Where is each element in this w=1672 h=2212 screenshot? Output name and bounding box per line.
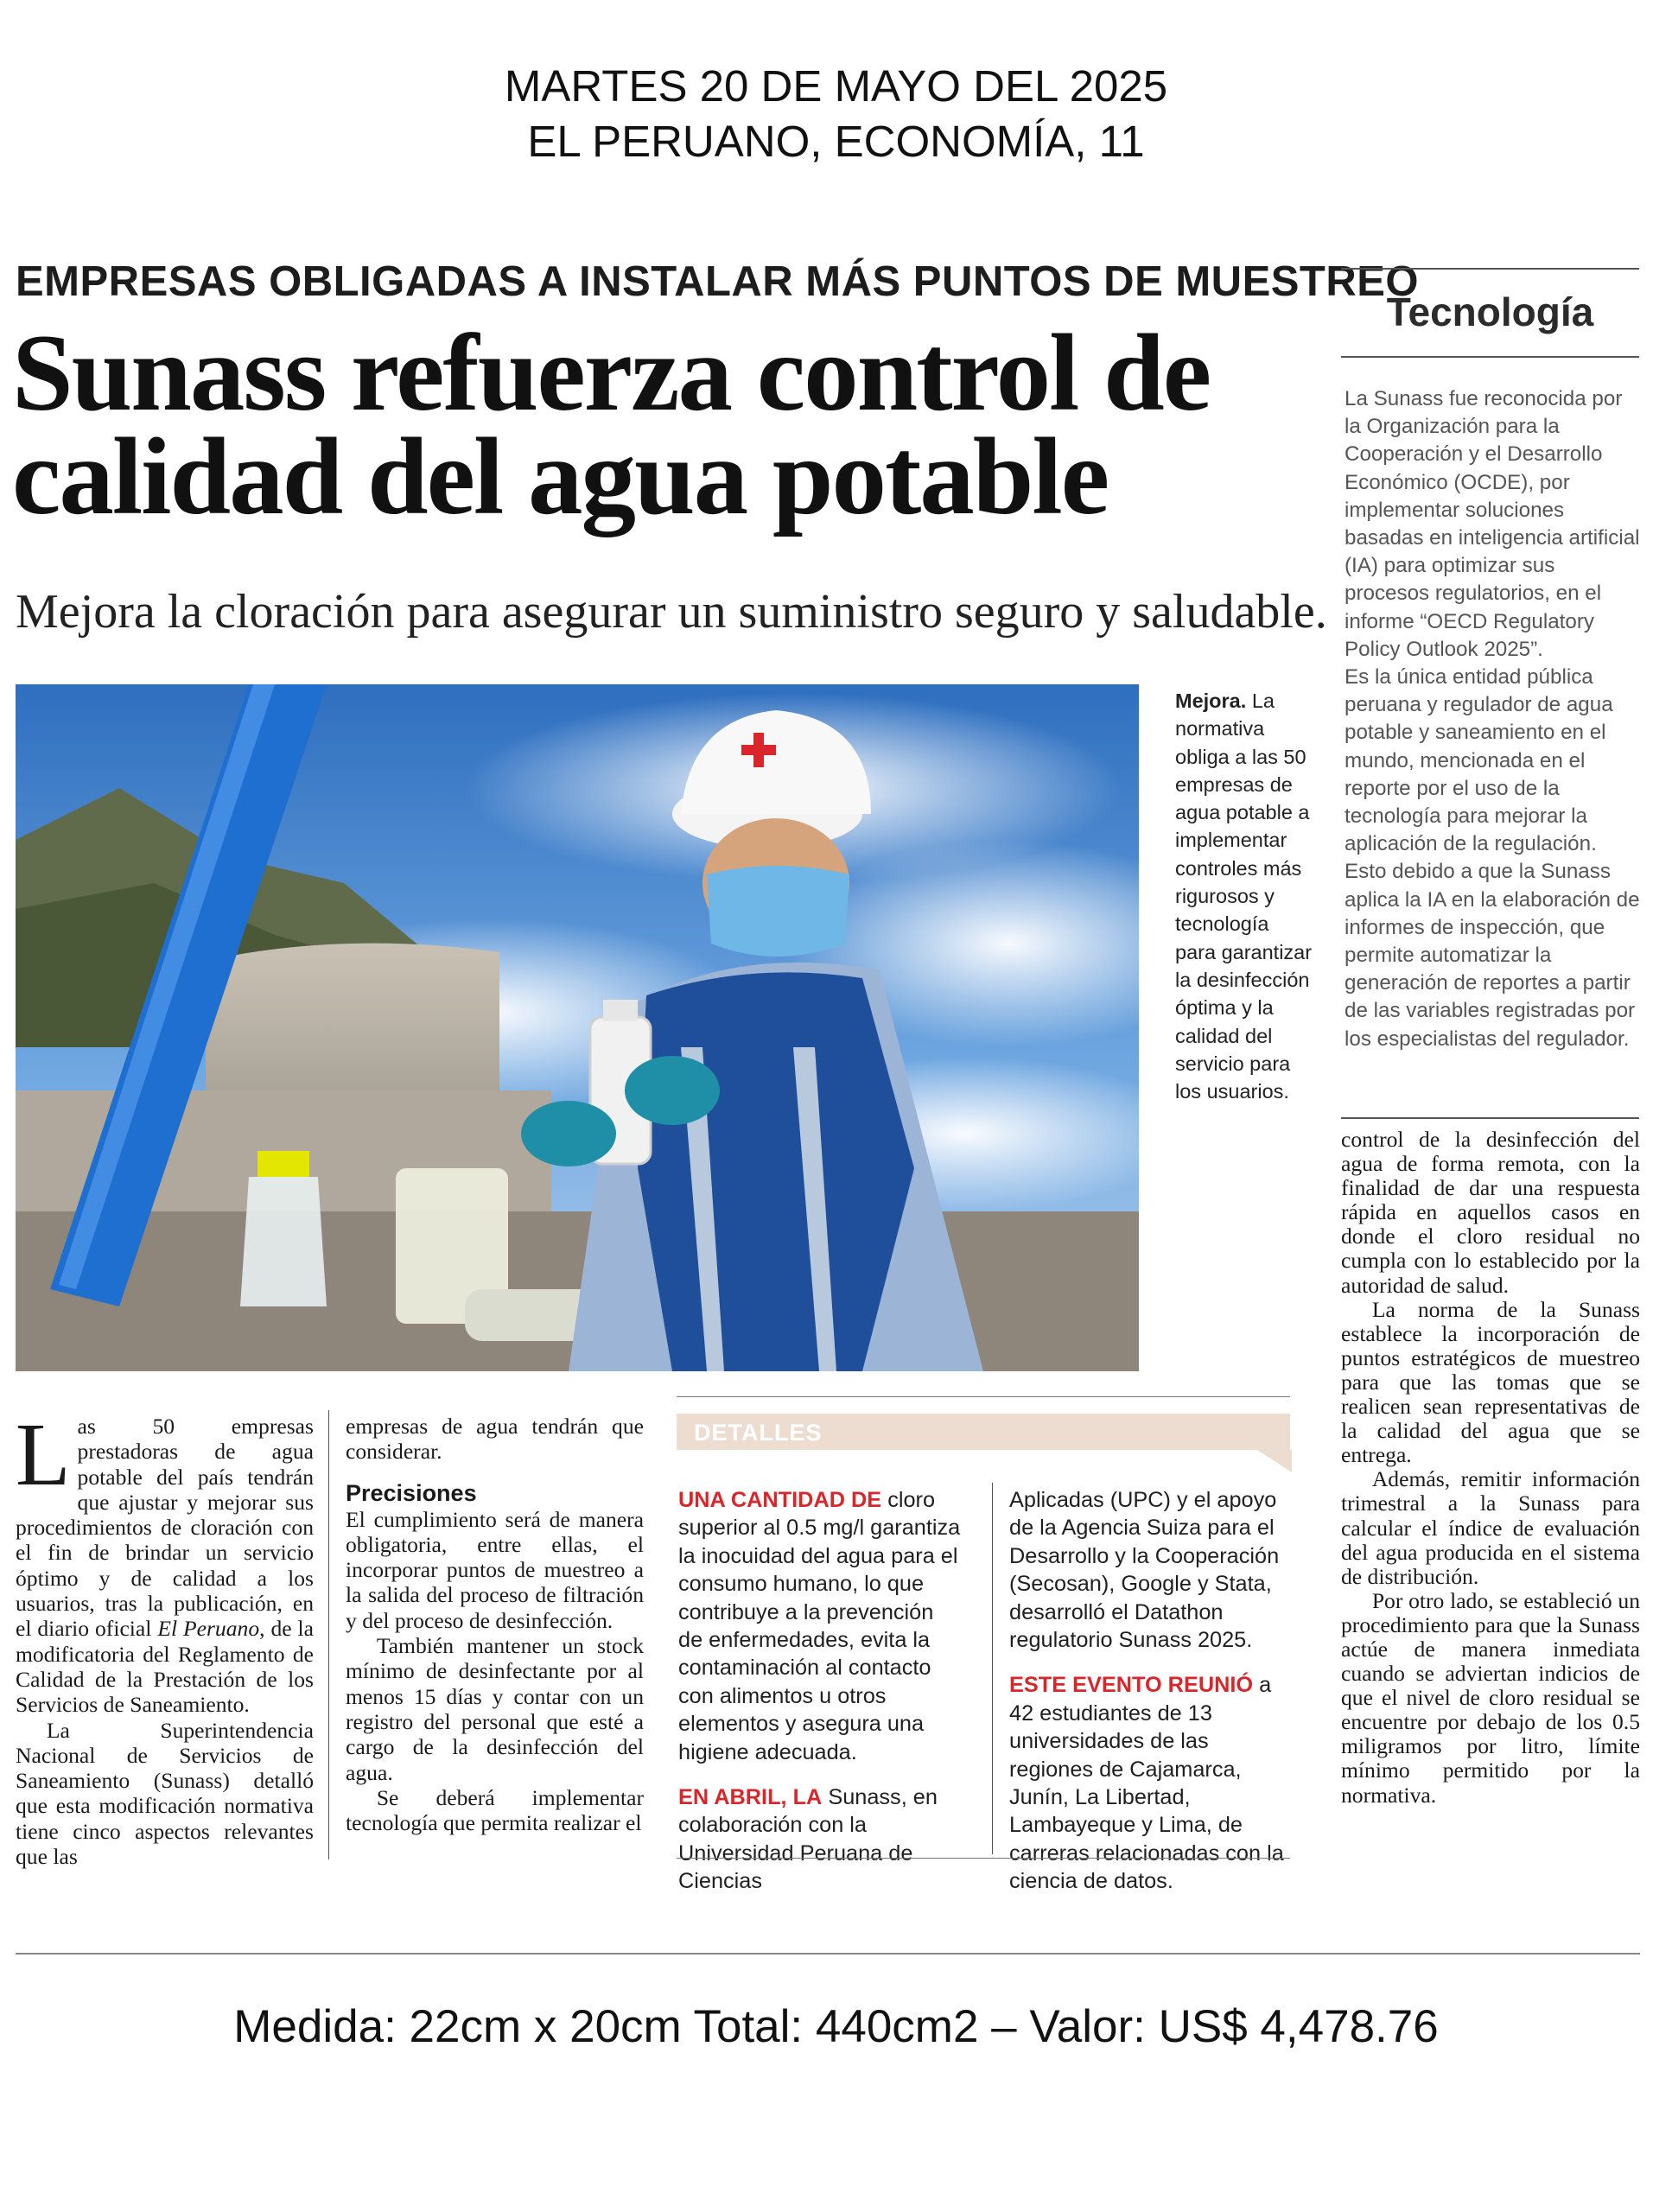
col1-text-b: , de la modificatoria del Reglamento de Calidad de la Prestación de los Servicios de Saneamiento. xyxy=(16,1616,314,1718)
worker-lab-photo xyxy=(16,684,1139,1371)
sidebar-body xyxy=(1345,385,1643,1053)
photo-caption xyxy=(1175,687,1313,1105)
caption-lead: Mejora. xyxy=(1175,690,1247,712)
details-pointer-icon xyxy=(1257,1450,1292,1472)
article-column-1 xyxy=(16,1405,314,1870)
section-line: EL PERUANO, ECONOMÍA, 11 xyxy=(527,117,1145,166)
caption-text: La normativa obliga a las 50 empresas de agua potable a implementar controles más rigurosos y tecnología para garantizar la desinfección óptima y la calidad del servicio para los usuarios. xyxy=(1175,690,1313,1103)
col5-paragraph-4: Por otro lado, se estableció un procedimiento para que la Sunass actúe de manera inmediata cuando se adviertan indicios de que el nivel de cloro residual se encuentre por debajo de los 0.5 miligramos por litro, límite mínimo permitido por la normativa. xyxy=(1341,1587,1640,1808)
details-item-1-text: cloro superior al 0.5 mg/l garantiza la inocuidad del agua para el consumo humano, lo que contribuye a la prevención de enfermedades, evita la contaminación al contacto con alimentos u otros elementos y asegura una higiene adecuada. xyxy=(678,1488,961,1764)
headline xyxy=(12,313,1326,537)
sidebar-title-box xyxy=(1341,268,1639,358)
article-column-2 xyxy=(346,1414,644,1835)
drop-cap: L xyxy=(16,1405,71,1504)
details-column-1 xyxy=(678,1486,963,1913)
details-item-3 xyxy=(1009,1671,1294,1895)
col5-paragraph-1: control de la desinfección del agua de forma remota, con la finalidad de dar una respuesta rápida en aquellos casos en donde el cloro residual no cumpla con lo establecido por la autoridad de salud. xyxy=(1341,1127,1640,1298)
col1-newspaper-name: El Peruano xyxy=(157,1616,260,1642)
article-column-5 xyxy=(1341,1128,1640,1808)
col2-paragraph-4: Se deberá implementar tecnología que permita realizar el xyxy=(346,1784,644,1836)
subhead: Mejora la cloración para asegurar un suministro seguro y saludable. xyxy=(16,585,1327,639)
ad-value-footer: Medida: 22cm x 20cm Total: 440cm2 – Valor: US$ 4,478.76 xyxy=(233,2001,1439,2052)
details-item-2-text: Sunass, en colaboración con la Universidad Peruana de Ciencias xyxy=(678,1785,938,1894)
date-line: MARTES 20 DE MAYO DEL 2025 xyxy=(504,61,1168,111)
sidebar-bottom-rule xyxy=(1341,1117,1639,1119)
details-item-2-lead: EN ABRIL, LA xyxy=(678,1785,823,1810)
sidebar-title: Tecnología xyxy=(1386,289,1594,334)
details-item-2 xyxy=(678,1783,963,1896)
details-item-1 xyxy=(678,1486,963,1766)
details-header xyxy=(677,1414,1290,1450)
col5-paragraph-2: La norma de la Sunass establece la incorporación de puntos estratégicos de muestreo para que las tomas que se realicen sean representativas de la calidad del agua que se entrega. xyxy=(1341,1296,1640,1468)
details-column-2 xyxy=(1009,1486,1294,1913)
col2-subheading: Precisiones xyxy=(346,1479,477,1506)
col2-paragraph-2: El cumplimiento será de manera obligatoria, entre ellas, el incorporar puntos de muestreo a la salida del proceso de filtración y del proceso de desinfección. xyxy=(346,1506,644,1633)
col1-paragraph-1 xyxy=(16,1405,314,1718)
details-item-3-lead: ESTE EVENTO REUNIÓ xyxy=(1009,1673,1254,1698)
details-label: DETALLES xyxy=(694,1420,823,1446)
col2-paragraph-1: empresas de agua tendrán que considerar. xyxy=(346,1414,644,1465)
details-bottom-rule xyxy=(677,1858,1290,1859)
page-bottom-rule xyxy=(16,1953,1640,1955)
article-photo xyxy=(16,684,1139,1371)
headline-line-1: Sunass refuerza control de xyxy=(12,313,1211,434)
col5-paragraph-3: Además, remitir información trimestral a la Sunass para calcular el índice de evaluación del agua producida en el sistema de distribución. xyxy=(1341,1466,1640,1589)
details-divider xyxy=(992,1483,993,1854)
sidebar-paragraph-1: La Sunass fue reconocida por la Organización para la Cooperación y el Desarrollo Económico (OCDE), por implementar soluciones basadas en inteligencia artificial (IA) para optimizar sus procesos regulatorios, en el informe “OECD Regulatory Policy Outlook 2025”. xyxy=(1345,387,1640,661)
sidebar-paragraph-2: Es la única entidad pública peruana y regulador de agua potable y saneamiento en el mundo, mencionada en el reporte por el uso de la tecnología para mejorar la aplicación de la regulación. Esto debido a que la Sunass aplica la IA en la elaboración de informes de inspección, que permite automatizar la generación de reportes a partir de las variables registradas por los especialistas del regulador. xyxy=(1345,665,1640,1051)
column-divider-1 xyxy=(328,1410,329,1859)
headline-line-2: calidad del agua potable xyxy=(12,416,1109,537)
details-item-3-text: a 42 estudiantes de 13 universidades de las regiones de Cajamarca, Junín, La Libertad, Lambayeque y Lima, de carreras relacionadas con la ciencia de datos. xyxy=(1009,1673,1284,1894)
details-item-2-continued: Aplicadas (UPC) y el apoyo de la Agencia Suiza para el Desarrollo y la Cooperación (Secosan), Google y Stata, desarrolló el Datathon regulatorio Sunass 2025. xyxy=(1009,1488,1280,1653)
kicker: EMPRESAS OBLIGADAS A INSTALAR MÁS PUNTOS DE MUESTREO xyxy=(16,258,1420,305)
details-top-rule xyxy=(677,1396,1290,1397)
details-item-1-lead: UNA CANTIDAD DE xyxy=(678,1488,882,1512)
col1-paragraph-2: La Superintendencia Nacional de Servicios de Saneamiento (Sunass) detalló que esta modificación normativa tiene cinco aspectos relevantes que las xyxy=(16,1717,314,1870)
col2-paragraph-3: También mantener un stock mínimo de desinfectante por al menos 15 días y contar con un registro del personal que esté a cargo de la desinfección del agua. xyxy=(346,1633,644,1785)
col1-text-a: as 50 empresas prestadoras de agua potable del país tendrán que ajustar y mejorar sus procedimientos de cloración con el fin de brindar un servicio óptimo y de calidad a los usuarios, tras la publicación, en el diario oficial xyxy=(16,1414,314,1642)
